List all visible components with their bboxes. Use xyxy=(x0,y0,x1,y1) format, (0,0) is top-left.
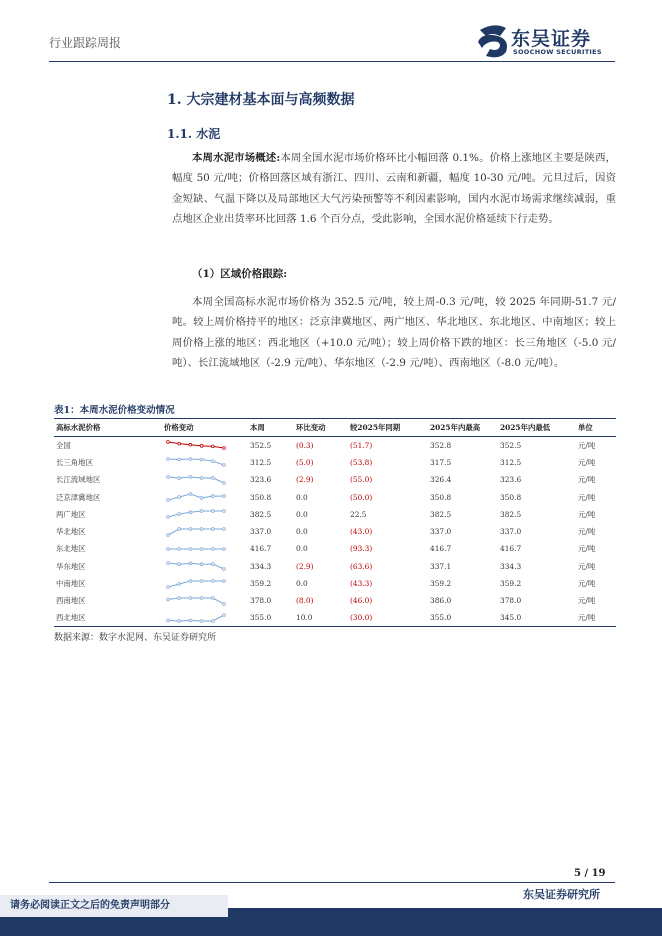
wow-change-cell: 10.0 xyxy=(294,609,348,626)
yoy-change-cell: (51.7) xyxy=(350,440,373,450)
report-type-label: 行业跟踪周报 xyxy=(49,36,122,50)
section-heading: 1. 大宗建材基本面与高频数据 xyxy=(167,92,355,108)
yoy-change-cell: 22.5 xyxy=(350,509,367,519)
unit-cell: 元/吨 xyxy=(578,440,596,450)
yoy-change-cell: (46.0) xyxy=(350,596,373,606)
sparkline-point xyxy=(178,513,181,516)
sparkline-point xyxy=(211,495,214,498)
sparkline-point xyxy=(223,548,226,551)
sparkline-chart xyxy=(164,613,228,623)
sparkline-point xyxy=(211,619,214,622)
sparkline-point xyxy=(189,493,192,496)
sparkline-point xyxy=(167,516,170,519)
current-price-cell: 355.0 xyxy=(248,609,294,626)
sparkline-point xyxy=(178,619,181,622)
year-high-cell: 386.0 xyxy=(430,596,452,606)
sparkline-point xyxy=(200,596,203,599)
sparkline-point xyxy=(189,548,192,551)
trend-cell xyxy=(162,540,248,557)
sparkline-point xyxy=(211,527,214,530)
year-high-cell: 337.0 xyxy=(430,527,452,537)
sparkline-point xyxy=(189,562,192,565)
unit-cell: 元/吨 xyxy=(578,561,596,571)
current-price-cell: 350.8 xyxy=(250,492,272,502)
sparkline-point xyxy=(200,497,203,500)
current-price-cell: 378.0 xyxy=(250,596,272,606)
table-row xyxy=(54,454,616,471)
table-row xyxy=(54,471,616,488)
unit-cell: 元/吨 xyxy=(578,509,596,519)
year-high-cell: 326.4 xyxy=(430,475,452,485)
sparkline-line xyxy=(168,598,224,604)
col-header-low: 2025年内最低 xyxy=(498,419,576,437)
sparkline-point xyxy=(167,458,170,461)
footer-divider xyxy=(49,882,615,883)
wow-change-cell: (2.9) xyxy=(296,561,314,571)
subsection-heading: 1.1. 水泥 xyxy=(167,127,221,141)
wow-change-cell: (5.0) xyxy=(296,457,314,467)
table-header-row xyxy=(54,419,616,437)
sparkline-point xyxy=(167,441,170,444)
yoy-change-cell: (43.0) xyxy=(350,527,373,537)
sparkline-line xyxy=(168,511,224,517)
sparkline-line xyxy=(168,563,224,569)
yoy-change-cell: (93.3) xyxy=(350,544,373,554)
table-row xyxy=(54,523,616,540)
unit-cell: 元/吨 xyxy=(578,544,596,554)
trend-cell xyxy=(162,609,248,626)
col-header-wow: 环比变动 xyxy=(294,419,348,437)
year-low-cell: 312.5 xyxy=(500,457,522,467)
sparkline-point xyxy=(211,563,214,566)
col-header-high: 2025年内最高 xyxy=(428,419,498,437)
sparkline-point xyxy=(223,527,226,530)
footer-institute: 东吴证券研究所 xyxy=(523,888,600,901)
col-header-trend: 价格变动 xyxy=(162,419,248,437)
sparkline-point xyxy=(178,476,181,479)
trend-cell xyxy=(162,575,248,592)
sparkline-chart xyxy=(164,457,228,467)
wow-change-cell: (0.3) xyxy=(296,440,314,450)
sparkline-point xyxy=(200,459,203,462)
wow-change-cell: 0.0 xyxy=(296,509,308,519)
sparkline-chart xyxy=(164,440,228,450)
region-name-cell: 华北地区 xyxy=(56,527,86,537)
current-price-cell: 352.5 xyxy=(250,440,272,450)
sparkline-point xyxy=(211,445,214,448)
region-name-cell: 长三角地区 xyxy=(56,457,93,467)
sparkline-point xyxy=(200,527,203,530)
sparkline-point xyxy=(189,475,192,478)
year-high-cell: 382.5 xyxy=(430,509,452,519)
yoy-change-cell: (50.0) xyxy=(350,492,373,502)
sparkline-point xyxy=(178,548,181,551)
table-row xyxy=(54,609,616,626)
table-row xyxy=(54,488,616,505)
header-divider xyxy=(49,61,615,62)
sparkline-chart xyxy=(164,544,228,554)
region-name-cell: 西南地区 xyxy=(56,596,86,606)
sparkline-point xyxy=(211,460,214,463)
wow-change-cell: 0.0 xyxy=(296,579,308,589)
unit-cell: 元/吨 xyxy=(578,527,596,537)
sparkline-point xyxy=(211,510,214,513)
page-number: 5 / 19 xyxy=(574,868,606,879)
sparkline-chart xyxy=(164,492,228,502)
trend-cell xyxy=(162,488,248,505)
unit-cell: 元/吨 xyxy=(578,596,596,606)
sparkline-chart xyxy=(164,509,228,519)
col-header-name: 高标水泥价格 xyxy=(54,419,162,437)
sparkline-line xyxy=(168,529,224,535)
sparkline-point xyxy=(178,496,181,499)
table-row xyxy=(54,506,616,523)
sparkline-point xyxy=(223,464,226,467)
current-price-cell: 312.5 xyxy=(250,457,272,467)
yoy-change-cell: (30.0) xyxy=(348,609,428,626)
current-price-cell: 382.5 xyxy=(250,509,272,519)
region-name-cell: 西北地区 xyxy=(54,609,162,626)
sparkline-point xyxy=(189,511,192,514)
year-low-cell: 359.2 xyxy=(500,579,522,589)
table-row xyxy=(54,592,616,609)
trend-cell xyxy=(162,523,248,540)
sparkline-line xyxy=(168,477,224,483)
table-row xyxy=(54,437,616,454)
sparkline-point xyxy=(223,495,226,498)
region-name-cell: 长江流域地区 xyxy=(56,475,101,485)
sparkline-point xyxy=(189,579,192,582)
trend-cell xyxy=(162,506,248,523)
sparkline-point xyxy=(200,476,203,479)
sparkline-point xyxy=(200,445,203,448)
trend-cell xyxy=(162,558,248,575)
sparkline-point xyxy=(200,579,203,582)
yoy-change-cell: (63.6) xyxy=(350,561,373,571)
sparkline-point xyxy=(178,596,181,599)
year-low-cell: 352.5 xyxy=(500,440,522,450)
sparkline-point xyxy=(223,481,226,484)
unit-cell: 元/吨 xyxy=(578,492,596,502)
sparkline-line xyxy=(168,615,224,621)
region-name-cell: 泛京津冀地区 xyxy=(56,492,101,502)
sparkline-point xyxy=(200,619,203,622)
sparkline-point xyxy=(189,527,192,530)
sparkline-point xyxy=(223,602,226,605)
sparkline-point xyxy=(211,579,214,582)
sparkline-point xyxy=(178,459,181,462)
year-high-cell: 352.8 xyxy=(430,440,452,450)
table-row xyxy=(54,540,616,557)
yoy-change-cell: (55.0) xyxy=(350,475,373,485)
year-low-cell: 323.6 xyxy=(500,475,522,485)
sparkline-chart xyxy=(164,527,228,537)
sparkline-point xyxy=(167,548,170,551)
sparkline-point xyxy=(167,598,170,601)
year-high-cell: 350.8 xyxy=(430,492,452,502)
year-low-cell: 337.0 xyxy=(500,527,522,537)
year-high-cell: 355.0 xyxy=(428,609,498,626)
yoy-change-cell: (43.3) xyxy=(350,579,373,589)
sparkline-chart xyxy=(164,596,228,606)
sparkline-line xyxy=(168,581,224,587)
sparkline-line xyxy=(168,494,224,500)
region-name-cell: 两广地区 xyxy=(56,509,86,519)
sparkline-point xyxy=(189,596,192,599)
sparkline-point xyxy=(200,510,203,513)
table-caption: 表1：本周水泥价格变动情况 xyxy=(54,405,175,416)
col-header-current: 本周 xyxy=(248,419,294,437)
sparkline-point xyxy=(211,548,214,551)
sparkline-point xyxy=(223,613,226,616)
year-high-cell: 317.5 xyxy=(430,457,452,467)
sparkline-point xyxy=(189,619,192,622)
year-low-cell: 350.8 xyxy=(500,492,522,502)
year-high-cell: 359.2 xyxy=(430,579,452,589)
sparkline-point xyxy=(178,563,181,566)
sparkline-point xyxy=(223,568,226,571)
unit-cell: 元/吨 xyxy=(578,475,596,485)
year-low-cell: 334.3 xyxy=(500,561,522,571)
current-price-cell: 416.7 xyxy=(250,544,272,554)
year-low-cell: 382.5 xyxy=(500,509,522,519)
current-price-cell: 323.6 xyxy=(250,475,272,485)
brand-name-en: SOOCHOW SECURITIES xyxy=(513,48,602,56)
current-price-cell: 334.3 xyxy=(250,561,272,571)
sparkline-point xyxy=(167,533,170,536)
trend-cell xyxy=(162,592,248,609)
sparkline-chart xyxy=(164,475,228,485)
unit-cell: 元/吨 xyxy=(578,457,596,467)
cement-price-table xyxy=(54,418,616,627)
sparkline-point xyxy=(189,458,192,461)
year-high-cell: 416.7 xyxy=(430,544,452,554)
region-name-cell: 华东地区 xyxy=(56,561,86,571)
year-low-cell: 416.7 xyxy=(500,544,522,554)
regional-tracking-paragraph: 本周全国高标水泥市场价格为 352.5 元/吨，较上周-0.3 元/吨，较 2025 年同期-51.7 元/吨。较上周价格持平的地区：泛京津冀地区、两广地区、华北地区、东北地区、中南地区；较上周价格上涨的地区：西北地区（+10.0 元/吨）；较上周价格下跌的地区：长三角地区（-5.0 元/吨）、长江流域地区（-2.9 元/吨）、华东地区（-2.9 元/吨）、西南地区（-8.0 元/吨）。 xyxy=(172,296,616,370)
table-row xyxy=(54,575,616,592)
sparkline-point xyxy=(178,443,181,446)
wow-change-cell: 0.0 xyxy=(296,544,308,554)
col-header-yoy: 较2025年同期 xyxy=(348,419,428,437)
market-overview-paragraph xyxy=(172,148,616,230)
sparkline-point xyxy=(167,475,170,478)
sparkline-line xyxy=(168,459,224,465)
sparkline-point xyxy=(211,476,214,479)
sparkline-point xyxy=(167,562,170,565)
overview-label: 本周水泥市场概述: xyxy=(192,152,281,164)
current-price-cell: 337.0 xyxy=(250,527,272,537)
current-price-cell: 359.2 xyxy=(250,579,272,589)
year-low-cell: 345.0 xyxy=(498,609,576,626)
regional-tracking-heading: （1）区域价格跟踪: xyxy=(192,268,288,280)
region-name-cell: 中南地区 xyxy=(56,579,86,589)
sparkline-point xyxy=(189,444,192,447)
trend-cell xyxy=(162,437,248,454)
brand-name-cn: 东吴证券 xyxy=(511,28,592,50)
sparkline-point xyxy=(178,527,181,530)
col-header-unit: 单位 xyxy=(576,419,616,437)
overview-text: 本周全国水泥市场价格环比小幅回落 0.1%。价格上涨地区主要是陕西，幅度 50 元/吨；价格回落区域有浙江、四川、云南和新疆，幅度 10-30 元/吨。元旦过后，因资金短缺、气温下降以及局部地区大气污染预警等不利因素影响，国内水泥市场需求继续减弱，重点地区企业出货率环比回落 1.6 个百分点，受此影响，全国水泥价格延续下行走势。 xyxy=(172,152,616,226)
trend-cell xyxy=(162,471,248,488)
sparkline-point xyxy=(167,499,170,502)
unit-cell: 元/吨 xyxy=(578,579,596,589)
logo-mark-icon xyxy=(478,25,507,57)
wow-change-cell: (8.0) xyxy=(296,596,314,606)
unit-cell: 元/吨 xyxy=(576,609,616,626)
wow-change-cell: 0.0 xyxy=(296,492,308,502)
sparkline-point xyxy=(223,579,226,582)
data-source-note: 数据来源：数字水泥网、东吴证券研究所 xyxy=(54,633,217,643)
year-low-cell: 378.0 xyxy=(500,596,522,606)
sparkline-chart xyxy=(164,579,228,589)
sparkline-point xyxy=(178,582,181,585)
region-name-cell: 全国 xyxy=(56,440,71,450)
sparkline-line xyxy=(168,442,224,448)
sparkline-point xyxy=(223,510,226,513)
sparkline-point xyxy=(223,447,226,450)
sparkline-point xyxy=(167,585,170,588)
trend-cell xyxy=(162,454,248,471)
wow-change-cell: 0.0 xyxy=(296,527,308,537)
wow-change-cell: (2.9) xyxy=(296,475,314,485)
sparkline-point xyxy=(200,548,203,551)
sparkline-point xyxy=(200,563,203,566)
region-name-cell: 东北地区 xyxy=(56,544,86,554)
sparkline-point xyxy=(211,596,214,599)
sparkline-chart xyxy=(164,561,228,571)
disclaimer-link[interactable]: 请务必阅读正文之后的免责声明部分 xyxy=(0,895,228,917)
yoy-change-cell: (53.8) xyxy=(350,457,373,467)
year-high-cell: 337.1 xyxy=(430,561,452,571)
table-row xyxy=(54,558,616,575)
sparkline-point xyxy=(167,619,170,622)
